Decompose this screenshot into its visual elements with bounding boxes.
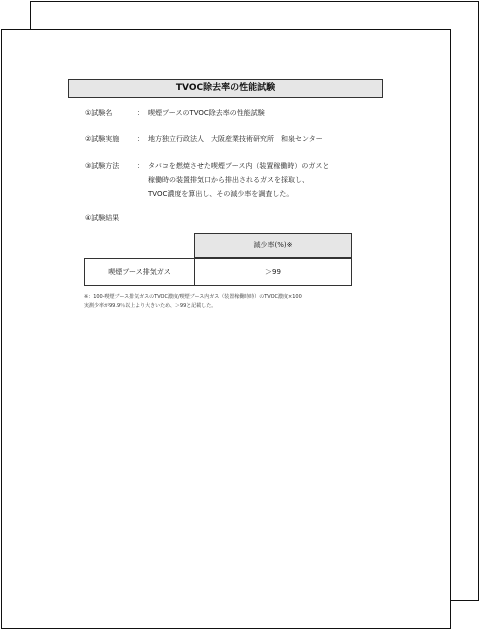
item-colon: ： [137, 109, 144, 117]
document-title: TVOC除去率の性能試験 [68, 79, 383, 98]
item-value: 喫煙ブースのTVOC除去率の性能試験 [148, 109, 265, 117]
footnote-explanation: 実測少率が99.9％以上より大きいため、＞99と記載した。 [84, 303, 217, 309]
table-header-reduction-rate: 減少率(%)※ [194, 233, 352, 258]
table-row [84, 258, 352, 286]
method-line: タバコを燃焼させた喫煙ブース内（装置稼働時）のガスと [148, 162, 330, 170]
item-label: ①試験名 [85, 109, 113, 117]
method-line: TVOC濃度を算出し、その減少率を調査した。 [148, 190, 294, 198]
item-label: ②試験実施 [85, 135, 120, 143]
item-colon: ： [137, 162, 144, 170]
table-row-label: 喫煙ブース排気ガス [108, 268, 171, 276]
table-row-value: ＞99 [265, 268, 281, 276]
item-label: ③試験方法 [85, 162, 120, 170]
item-value: 地方独立行政法人 大阪産業技術研究所 和泉センター [148, 135, 323, 143]
method-line: 稼働時の装置排気口から排出されるガスを採取し、 [148, 176, 309, 184]
item-colon: ： [137, 135, 144, 143]
results-label: ④試験結果 [85, 214, 120, 222]
footnote-formula: ※：100-喫煙ブース排気ガスのTVOC濃度/喫煙ブース内ガス（装置稼働時時）のTVOC濃度×100 [84, 294, 302, 300]
item-value-lines [148, 159, 329, 201]
